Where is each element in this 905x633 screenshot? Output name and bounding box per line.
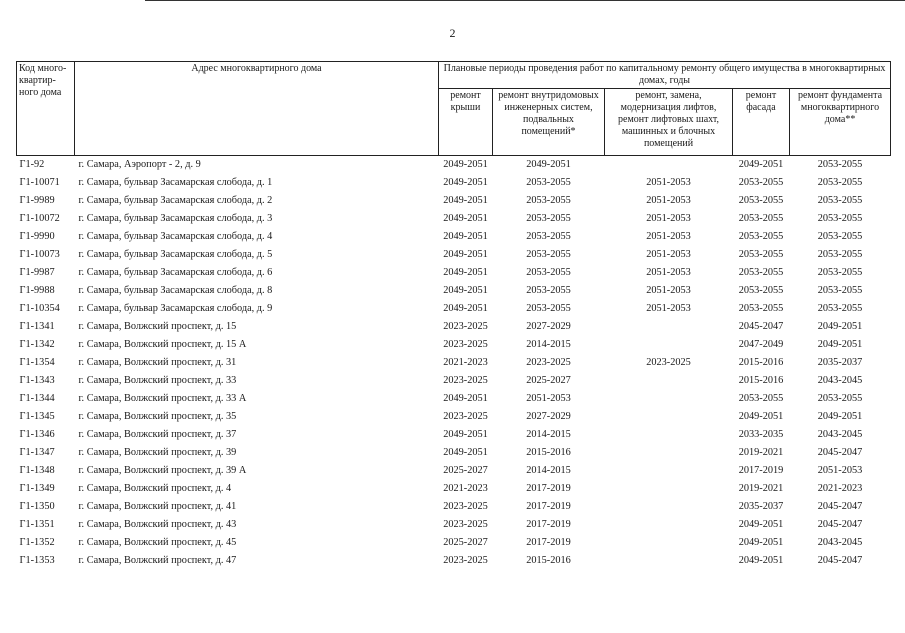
cell-foundation: 2049-2051 [817,321,863,332]
cell-address: г. Самара, Волжский проспект, д. 39 А [78,465,247,476]
cell-facade: 2053-2055 [738,285,784,296]
cell-code: Г1-1351 [19,519,55,530]
cell-roof: 2023-2025 [443,321,488,332]
cell-foundation: 2045-2047 [817,519,863,530]
table-row [17,552,891,570]
cell-foundation: 2045-2047 [817,501,863,512]
cell-facade: 2049-2051 [738,519,784,530]
cell-foundation: 2043-2045 [817,429,863,440]
cell-address: г. Самара, Волжский проспект, д. 35 [78,411,237,422]
repair-schedule-table [16,61,891,570]
cell-code: Г1-10071 [19,177,60,188]
cell-elevators [605,498,733,516]
cell-code: Г1-1343 [19,375,55,386]
cell-foundation: 2021-2023 [817,483,863,494]
cell-code: Г1-9989 [19,195,55,206]
cell-internal-systems: 2025-2027 [526,375,571,386]
table-row [17,264,891,282]
cell-address: г. Самара, бульвар Засамарская слобода, д. 1 [78,177,273,188]
header-code: Код много-квартир-ного дома [17,62,75,156]
cell-elevators [605,372,733,390]
cell-address: г. Самара, Волжский проспект, д. 31 [78,357,237,368]
cell-internal-systems: 2053-2055 [526,231,571,242]
cell-address: г. Самара, Волжский проспект, д. 33 [78,375,237,386]
cell-roof: 2023-2025 [443,411,488,422]
cell-elevators: 2051-2053 [646,177,691,188]
cell-facade: 2053-2055 [738,249,784,260]
table-row [17,516,891,534]
cell-address: г. Самара, бульвар Засамарская слобода, д. 9 [78,303,273,314]
cell-foundation: 2045-2047 [817,447,863,458]
cell-address: г. Самара, Волжский проспект, д. 15 [78,321,237,332]
cell-roof: 2049-2051 [443,213,488,224]
cell-code: Г1-10072 [19,213,60,224]
cell-roof: 2049-2051 [443,231,488,242]
cell-address: г. Самара, Волжский проспект, д. 45 [78,537,237,548]
cell-internal-systems: 2053-2055 [526,303,571,314]
cell-elevators [605,336,733,354]
cell-elevators [605,444,733,462]
cell-internal-systems: 2017-2019 [526,483,571,494]
cell-code: Г1-1344 [19,393,55,404]
cell-code: Г1-1345 [19,411,55,422]
table-row [17,246,891,264]
cell-code: Г1-1341 [19,321,55,332]
cell-address: г. Самара, бульвар Засамарская слобода, д. 6 [78,267,273,278]
table-row [17,408,891,426]
header-elevators: ремонт, замена, модернизация лифтов, ремонт лифтовых шахт, машинных и блочных помещений [605,89,733,156]
table-row [17,336,891,354]
cell-internal-systems: 2017-2019 [526,519,571,530]
cell-facade: 2017-2019 [738,465,784,476]
table-row [17,390,891,408]
header-roof: ремонт крыши [439,89,493,156]
cell-internal-systems: 2017-2019 [526,501,571,512]
cell-facade: 2015-2016 [738,375,784,386]
cell-foundation: 2053-2055 [817,285,863,296]
page-top-border [145,0,905,1]
cell-code: Г1-10354 [19,303,60,314]
cell-foundation: 2053-2055 [817,195,863,206]
header-periods: Плановые периоды проведения работ по капитальному ремонту общего имущества в многоквартирных домах, годы [439,62,891,89]
header-foundation: ремонт фундамента многоквартирного дома** [790,89,891,156]
cell-foundation: 2035-2037 [817,357,863,368]
cell-internal-systems: 2014-2015 [526,339,571,350]
cell-elevators [605,318,733,336]
cell-roof: 2025-2027 [443,537,488,548]
cell-address: г. Самара, Волжский проспект, д. 33 А [78,393,247,404]
cell-foundation: 2053-2055 [817,159,863,170]
table-row [17,480,891,498]
cell-facade: 2045-2047 [738,321,784,332]
cell-internal-systems: 2017-2019 [526,537,571,548]
cell-elevators: 2051-2053 [646,285,691,296]
cell-facade: 2053-2055 [738,213,784,224]
cell-internal-systems: 2053-2055 [526,213,571,224]
cell-facade: 2019-2021 [738,447,784,458]
cell-facade: 2047-2049 [738,339,784,350]
cell-roof: 2049-2051 [443,177,488,188]
cell-address: г. Самара, Волжский проспект, д. 4 [78,483,232,494]
cell-elevators: 2051-2053 [646,213,691,224]
cell-internal-systems: 2027-2029 [526,411,571,422]
cell-facade: 2053-2055 [738,231,784,242]
cell-address: г. Самара, Волжский проспект, д. 39 [78,447,237,458]
cell-facade: 2053-2055 [738,303,784,314]
cell-address: г. Самара, Волжский проспект, д. 15 А [78,339,247,350]
cell-elevators: 2023-2025 [646,357,691,368]
cell-foundation: 2053-2055 [817,231,863,242]
cell-address: г. Самара, Волжский проспект, д. 43 [78,519,237,530]
cell-elevators [605,390,733,408]
cell-roof: 2023-2025 [443,519,488,530]
cell-foundation: 2043-2045 [817,537,863,548]
cell-roof: 2049-2051 [443,393,488,404]
cell-elevators [605,516,733,534]
cell-elevators [605,462,733,480]
cell-address: г. Самара, бульвар Засамарская слобода, д. 5 [78,249,273,260]
cell-roof: 2021-2023 [443,483,488,494]
cell-internal-systems: 2053-2055 [526,177,571,188]
cell-facade: 2053-2055 [738,195,784,206]
cell-elevators [605,552,733,570]
cell-internal-systems: 2027-2029 [526,321,571,332]
cell-roof: 2023-2025 [443,501,488,512]
cell-internal-systems: 2053-2055 [526,249,571,260]
table-row [17,354,891,372]
cell-internal-systems: 2051-2053 [526,393,571,404]
cell-address: г. Самара, Волжский проспект, д. 37 [78,429,237,440]
table-row [17,300,891,318]
cell-internal-systems: 2015-2016 [526,555,571,566]
cell-code: Г1-9987 [19,267,55,278]
cell-facade: 2019-2021 [738,483,784,494]
cell-internal-systems: 2014-2015 [526,429,571,440]
cell-roof: 2021-2023 [443,357,488,368]
cell-code: Г1-1346 [19,429,55,440]
cell-elevators [605,156,733,175]
cell-elevators [605,408,733,426]
cell-foundation: 2053-2055 [817,213,863,224]
cell-elevators: 2051-2053 [646,195,691,206]
header-address: Адрес многоквартирного дома [75,62,439,156]
cell-code: Г1-1347 [19,447,55,458]
cell-foundation: 2053-2055 [817,249,863,260]
cell-roof: 2023-2025 [443,555,488,566]
cell-code: Г1-9990 [19,231,55,242]
cell-code: Г1-92 [19,159,45,170]
cell-code: Г1-1350 [19,501,55,512]
cell-facade: 2049-2051 [738,537,784,548]
cell-foundation: 2045-2047 [817,555,863,566]
cell-code: Г1-1352 [19,537,55,548]
cell-facade: 2033-2035 [738,429,784,440]
cell-roof: 2023-2025 [443,339,488,350]
cell-code: Г1-1354 [19,357,55,368]
cell-facade: 2053-2055 [738,267,784,278]
table-row [17,192,891,210]
cell-roof: 2049-2051 [443,195,488,206]
cell-address: г. Самара, бульвар Засамарская слобода, д. 4 [78,231,273,242]
cell-code: Г1-1348 [19,465,55,476]
cell-foundation: 2053-2055 [817,267,863,278]
cell-foundation: 2053-2055 [817,393,863,404]
cell-roof: 2049-2051 [443,447,488,458]
cell-facade: 2053-2055 [738,177,784,188]
cell-foundation: 2053-2055 [817,177,863,188]
page-number: 2 [449,26,456,40]
cell-foundation: 2051-2053 [817,465,863,476]
cell-internal-systems: 2053-2055 [526,195,571,206]
cell-internal-systems: 2014-2015 [526,465,571,476]
cell-code: Г1-1342 [19,339,55,350]
table-row [17,426,891,444]
cell-facade: 2015-2016 [738,357,784,368]
table-row [17,534,891,552]
cell-foundation: 2043-2045 [817,375,863,386]
cell-code: Г1-9988 [19,285,55,296]
table-row [17,210,891,228]
cell-roof: 2049-2051 [443,249,488,260]
cell-address: г. Самара, бульвар Засамарская слобода, д. 3 [78,213,273,224]
cell-address: г. Самара, Волжский проспект, д. 47 [78,555,237,566]
table-row [17,174,891,192]
cell-code: Г1-10073 [19,249,60,260]
cell-facade: 2035-2037 [738,501,784,512]
cell-roof: 2049-2051 [443,159,488,170]
cell-internal-systems: 2015-2016 [526,447,571,458]
cell-foundation: 2049-2051 [817,411,863,422]
cell-internal-systems: 2023-2025 [526,357,571,368]
cell-roof: 2025-2027 [443,465,488,476]
cell-code: Г1-1353 [19,555,55,566]
cell-address: г. Самара, Волжский проспект, д. 41 [78,501,237,512]
table-row [17,498,891,516]
cell-facade: 2049-2051 [738,159,784,170]
table-row [17,462,891,480]
cell-code: Г1-1349 [19,483,55,494]
table-body [17,156,891,571]
cell-foundation: 2053-2055 [817,303,863,314]
cell-internal-systems: 2053-2055 [526,285,571,296]
cell-facade: 2053-2055 [738,393,784,404]
table-row [17,282,891,300]
cell-elevators: 2051-2053 [646,249,691,260]
cell-elevators: 2051-2053 [646,231,691,242]
cell-internal-systems: 2049-2051 [526,159,571,170]
cell-roof: 2049-2051 [443,285,488,296]
cell-roof: 2049-2051 [443,429,488,440]
cell-elevators [605,534,733,552]
cell-facade: 2049-2051 [738,555,784,566]
table-row [17,444,891,462]
cell-internal-systems: 2053-2055 [526,267,571,278]
cell-roof: 2049-2051 [443,267,488,278]
cell-elevators [605,426,733,444]
cell-address: г. Самара, Аэропорт - 2, д. 9 [78,159,201,170]
table-row [17,228,891,246]
header-facade: ремонт фасада [733,89,790,156]
table-row [17,156,891,175]
cell-roof: 2023-2025 [443,375,488,386]
cell-foundation: 2049-2051 [817,339,863,350]
cell-roof: 2049-2051 [443,303,488,314]
cell-address: г. Самара, бульвар Засамарская слобода, д. 2 [78,195,273,206]
cell-elevators: 2051-2053 [646,303,691,314]
table-row [17,372,891,390]
cell-elevators [605,480,733,498]
cell-elevators: 2051-2053 [646,267,691,278]
cell-address: г. Самара, бульвар Засамарская слобода, д. 8 [78,285,273,296]
cell-facade: 2049-2051 [738,411,784,422]
table-row [17,318,891,336]
header-internal-systems: ремонт внутридомовых инженерных систем, подвальных помещений* [493,89,605,156]
